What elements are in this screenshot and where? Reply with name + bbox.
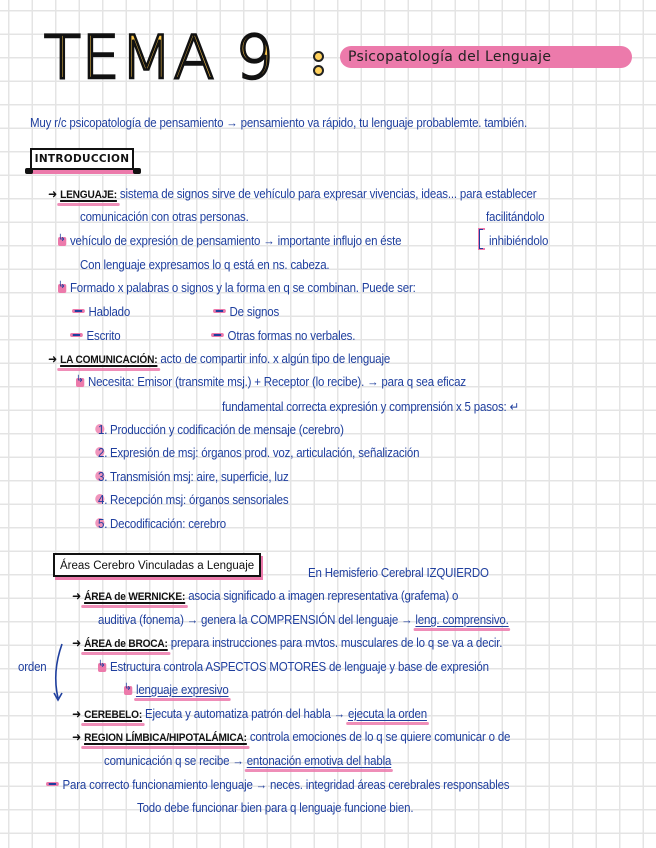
bracket-inhibiendolo: inhibiéndolo [489, 234, 549, 248]
sub2-text: Formado x palabras o signos y la forma en q se combinan. Puede ser: [69, 281, 416, 295]
side-label-orden: orden [18, 660, 47, 674]
cerebelo-line1: Ejecuta y automatiza patrón del habla → [145, 707, 346, 721]
keyword-broca: ÁREA de BROCA: [84, 638, 168, 650]
limbica-line1: controla emociones de lo q se quiere comunicar o de [249, 730, 511, 744]
step-text: Recepción msj: órganos sensoriales [109, 493, 289, 507]
dash-icon [46, 782, 59, 786]
step-number: 4. [98, 493, 108, 507]
subtitle-text: Psicopatología del Lenguaje [348, 49, 552, 65]
bracket-facilitandolo: facilitándolo [486, 210, 545, 224]
comunicacion-definition [48, 352, 390, 366]
type-otras [211, 329, 355, 343]
keyword-cerebelo: CEREBELO: [84, 709, 143, 721]
broca-result [124, 683, 229, 697]
limbica-definition [72, 730, 510, 744]
section-heading-introduccion [30, 148, 134, 170]
arrow-icon: ➜ [48, 352, 58, 366]
type-label: Escrito [86, 329, 121, 343]
step-text: Expresión de msj: órganos prod. voz, articulación, señalización [109, 446, 420, 460]
step-number: 5. [98, 517, 108, 531]
step-2 [98, 446, 419, 460]
cerebelo-definition [72, 707, 427, 721]
section-heading-text: Áreas Cerebro Vinculadas a Lenguaje [60, 560, 255, 572]
dash-icon [213, 309, 226, 313]
type-signos [213, 305, 279, 319]
cerebelo-result: ejecuta la orden [348, 707, 427, 721]
wernicke-result: leng. comprensivo. [415, 613, 509, 627]
wernicke-definition [72, 589, 458, 603]
keyword-comunicacion: LA COMUNICACIÓN: [60, 354, 158, 366]
wernicke-line2 [98, 613, 509, 627]
comunicacion-needs [76, 375, 466, 389]
lenguaje-line2: comunicación con otras personas. [80, 210, 249, 224]
bracket-icon [478, 228, 485, 250]
type-label: Hablado [88, 305, 131, 319]
dash-icon [211, 333, 224, 337]
broca-definition [72, 636, 502, 650]
keyword-wernicke: ÁREA de WERNICKE: [84, 591, 186, 603]
sub-arrow-icon [124, 686, 132, 695]
conclusion1-text: Para correcto funcionamiento lenguaje → neces. integridad áreas cerebrales responsables [62, 778, 510, 792]
step-text: Producción y codificación de mensaje (cerebro) [109, 423, 344, 437]
hemisphere-note: En Hemisferio Cerebral IZQUIERDO [308, 566, 489, 580]
sub-arrow-icon [98, 663, 106, 672]
limbica-result: entonación emotiva del habla [246, 754, 392, 768]
broca-sub [98, 660, 489, 674]
arrow-icon: ➜ [72, 589, 82, 603]
type-escrito [70, 329, 120, 343]
sub-arrow-icon [58, 284, 66, 293]
step-5 [98, 517, 226, 531]
banner-foot-left [25, 168, 33, 174]
comunicacion-line1: acto de compartir info. x algún tipo de lenguaje [160, 352, 391, 366]
page-title [44, 23, 275, 93]
broca-result-text: lenguaje expresivo [135, 683, 229, 697]
step-number: 3. [98, 470, 108, 484]
banner-underline [28, 170, 136, 174]
dash-icon [70, 333, 83, 337]
type-label: De signos [229, 305, 280, 319]
wernicke-line1: asocia significado a imagen representativa (grafema) o [188, 589, 459, 603]
lenguaje-sub1b: Con lenguaje expresamos lo q está en ns. cabeza. [80, 258, 330, 272]
title-colon [313, 47, 321, 77]
arrow-icon: ➜ [48, 187, 58, 201]
arrow-icon: ➜ [72, 707, 82, 721]
lenguaje-sub1 [58, 234, 401, 248]
limbica-line2 [104, 754, 391, 768]
arrow-icon: ➜ [72, 730, 82, 744]
title-text: TEMA 9 [44, 23, 275, 93]
sub-arrow-icon [58, 237, 66, 246]
keyword-limbica: REGION LÍMBICA/HIPOTALÁMICA: [84, 732, 247, 744]
step-text: Transmisión msj: aire, superficie, luz [109, 470, 289, 484]
type-hablado [72, 305, 130, 319]
banner-foot-right [133, 168, 141, 174]
conclusion-line1 [46, 778, 509, 792]
step-number: 2. [98, 446, 108, 460]
sub1-text: vehículo de expresión de pensamiento → importante influjo en éste [69, 234, 402, 248]
step-text: Decodificación: cerebro [109, 517, 226, 531]
keyword-lenguaje: LENGUAJE: [60, 189, 117, 201]
step-4 [98, 493, 288, 507]
intro-note: Muy r/c psicopatología de pensamiento → pensamiento va rápido, tu lenguaje probablemte. también. [30, 116, 527, 130]
lenguaje-line1: sistema de signos sirve de vehículo para expresar vivencias, ideas... para establecer [119, 187, 537, 201]
dash-icon [72, 309, 85, 313]
step-number: 1. [98, 423, 108, 437]
step-3 [98, 470, 289, 484]
wernicke-line2-text: auditiva (fonema) → genera la COMPRENSIÓN del lenguaje → [98, 613, 413, 627]
step-1 [98, 423, 344, 437]
needs-text: Necesita: Emisor (transmite msj.) + Receptor (lo recibe). → para q sea eficaz [87, 375, 466, 389]
lenguaje-definition [48, 187, 536, 201]
broca-line1: prepara instrucciones para mvtos. musculares de lo q se va a decir. [170, 636, 503, 650]
section-heading-areas [53, 553, 261, 577]
conclusion-line2: Todo debe funcionar bien para q lenguaje funcione bien. [137, 801, 414, 815]
section-heading-text: INTRODUCCION [34, 153, 130, 165]
lenguaje-sub2 [58, 281, 416, 295]
comunicacion-needs2: fundamental correcta expresión y comprensión x 5 pasos: ↵ [222, 400, 520, 414]
limbica-line2-text: comunicación q se recibe → [104, 754, 244, 768]
broca-sub-text: Estructura controla ASPECTOS MOTORES de lenguaje y base de expresión [109, 660, 489, 674]
type-label: Otras formas no verbales. [227, 329, 356, 343]
subtitle-highlight [340, 46, 632, 68]
sub-arrow-icon [76, 378, 84, 387]
arrow-icon: ➜ [72, 636, 82, 650]
curved-arrow-icon [50, 642, 66, 704]
